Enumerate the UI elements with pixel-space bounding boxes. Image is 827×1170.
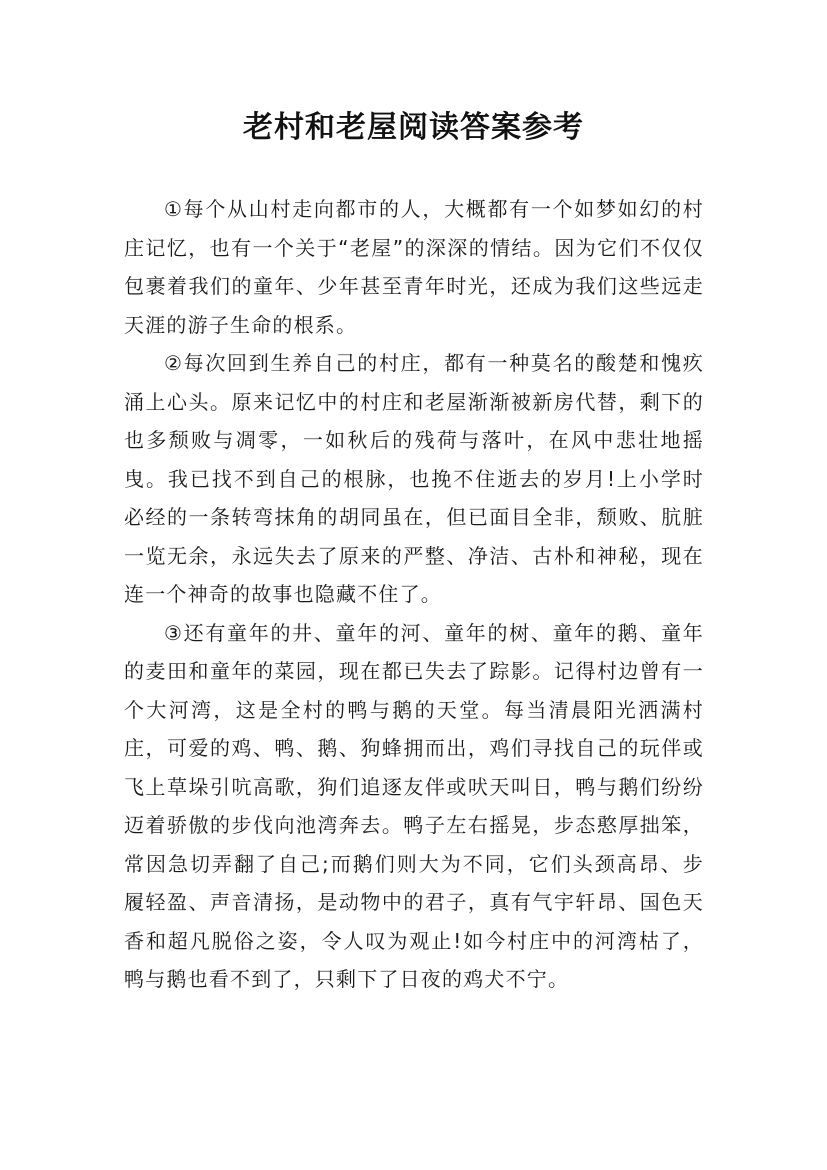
paragraph-2: ②每次回到生养自己的村庄，都有一种莫名的酸楚和愧疚涌上心头。原来记忆中的村庄和老屋渐渐被新房代替，剩下的也多颓败与凋零，一如秋后的残荷与落叶，在风中悲壮地摇曳。我已找不到自己的根脉，也挽不住逝去的岁月!上小学时必经的一条转弯抹角的胡同虽在，但已面目全非，颓败、肮脏一览无余，永远失去了原来的严整、净洁、古朴和神秘，现在连一个神奇的故事也隐藏不住了。 [124, 351, 704, 606]
paragraph-3: ③还有童年的井、童年的河、童年的树、童年的鹅、童年的麦田和童年的菜园，现在都已失去了踪影。记得村边曾有一个大河湾，这是全村的鸭与鹅的天堂。每当清晨阳光洒满村庄，可爱的鸡、鸭、鹅、狗蜂拥而出，鸡们寻找自己的玩伴或飞上草垛引吭高歌，狗们追逐友伴或吠天叫日，鸭与鹅们纷纷迈着骄傲的步伐向池湾奔去。鸭子左右摇晃，步态憨厚拙笨，常因急切弄翻了自己;而鹅们则大为不同，它们头颈高昂、步履轻盈、声音清扬，是动物中的君子，真有气宇轩昂、国色天香和超凡脱俗之姿，令人叹为观止!如今村庄中的河湾枯了，鸭与鹅也看不到了，只剩下了日夜的鸡犬不宁。 [124, 620, 704, 991]
document-body [124, 190, 704, 999]
document-title: 老村和老屋阅读答案参考 [243, 110, 584, 145]
paragraph-1: ①每个从山村走向都市的人，大概都有一个如梦如幻的村庄记忆，也有一个关于“老屋”的深深的情结。因为它们不仅仅包裹着我们的童年、少年甚至青年时光，还成为我们这些远走天涯的游子生命的根系。 [124, 197, 704, 337]
